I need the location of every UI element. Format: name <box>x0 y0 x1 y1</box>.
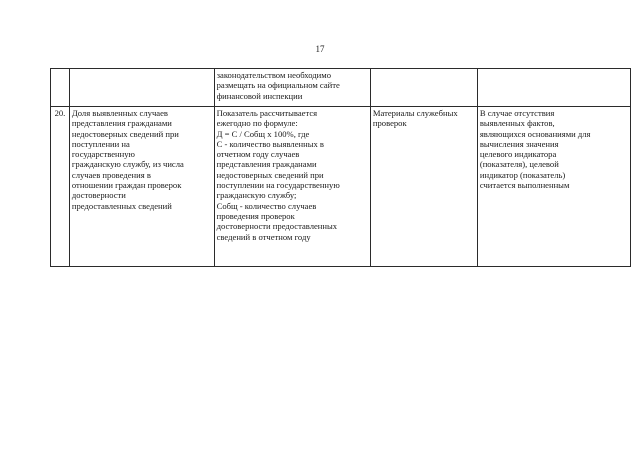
page-number: 17 <box>315 44 325 54</box>
table-row-continued <box>51 69 631 107</box>
completion-note: В случае отсутствия выявленных фактов, являющихся основаниями для вычисления значения целевого индикатора (показателя), целевой индикатор (показатель) считается выполненным <box>477 107 630 267</box>
indicators-table <box>50 68 631 267</box>
cell-note <box>477 69 630 107</box>
cell-formula-continued: законодательством необходимо размещать на официальном сайте финансовой инспекции <box>214 69 370 107</box>
indicator-description: Доля выявленных случаев представления гражданами недостоверных сведений при поступлении на государственную гражданскую службу, из числа случаев проведения в отношении граждан проверок достоверности предоставленных сведений <box>69 107 214 267</box>
cell-number <box>51 69 70 107</box>
data-source: Материалы служебных проверок <box>370 107 477 267</box>
cell-source <box>370 69 477 107</box>
row-number: 20. <box>51 107 70 267</box>
formula-description: Показатель рассчитывается ежегодно по формуле: Д = С / Собщ x 100%, где С - количество выявленных в отчетном году случаев представления гражданами недостоверных сведений при поступлении на государственную гражданскую службу; Собщ - количество случаев проведения проверок достоверности предоставленных сведений в отчетном году <box>214 107 370 267</box>
cell-indicator <box>69 69 214 107</box>
table-row-20 <box>51 107 631 267</box>
